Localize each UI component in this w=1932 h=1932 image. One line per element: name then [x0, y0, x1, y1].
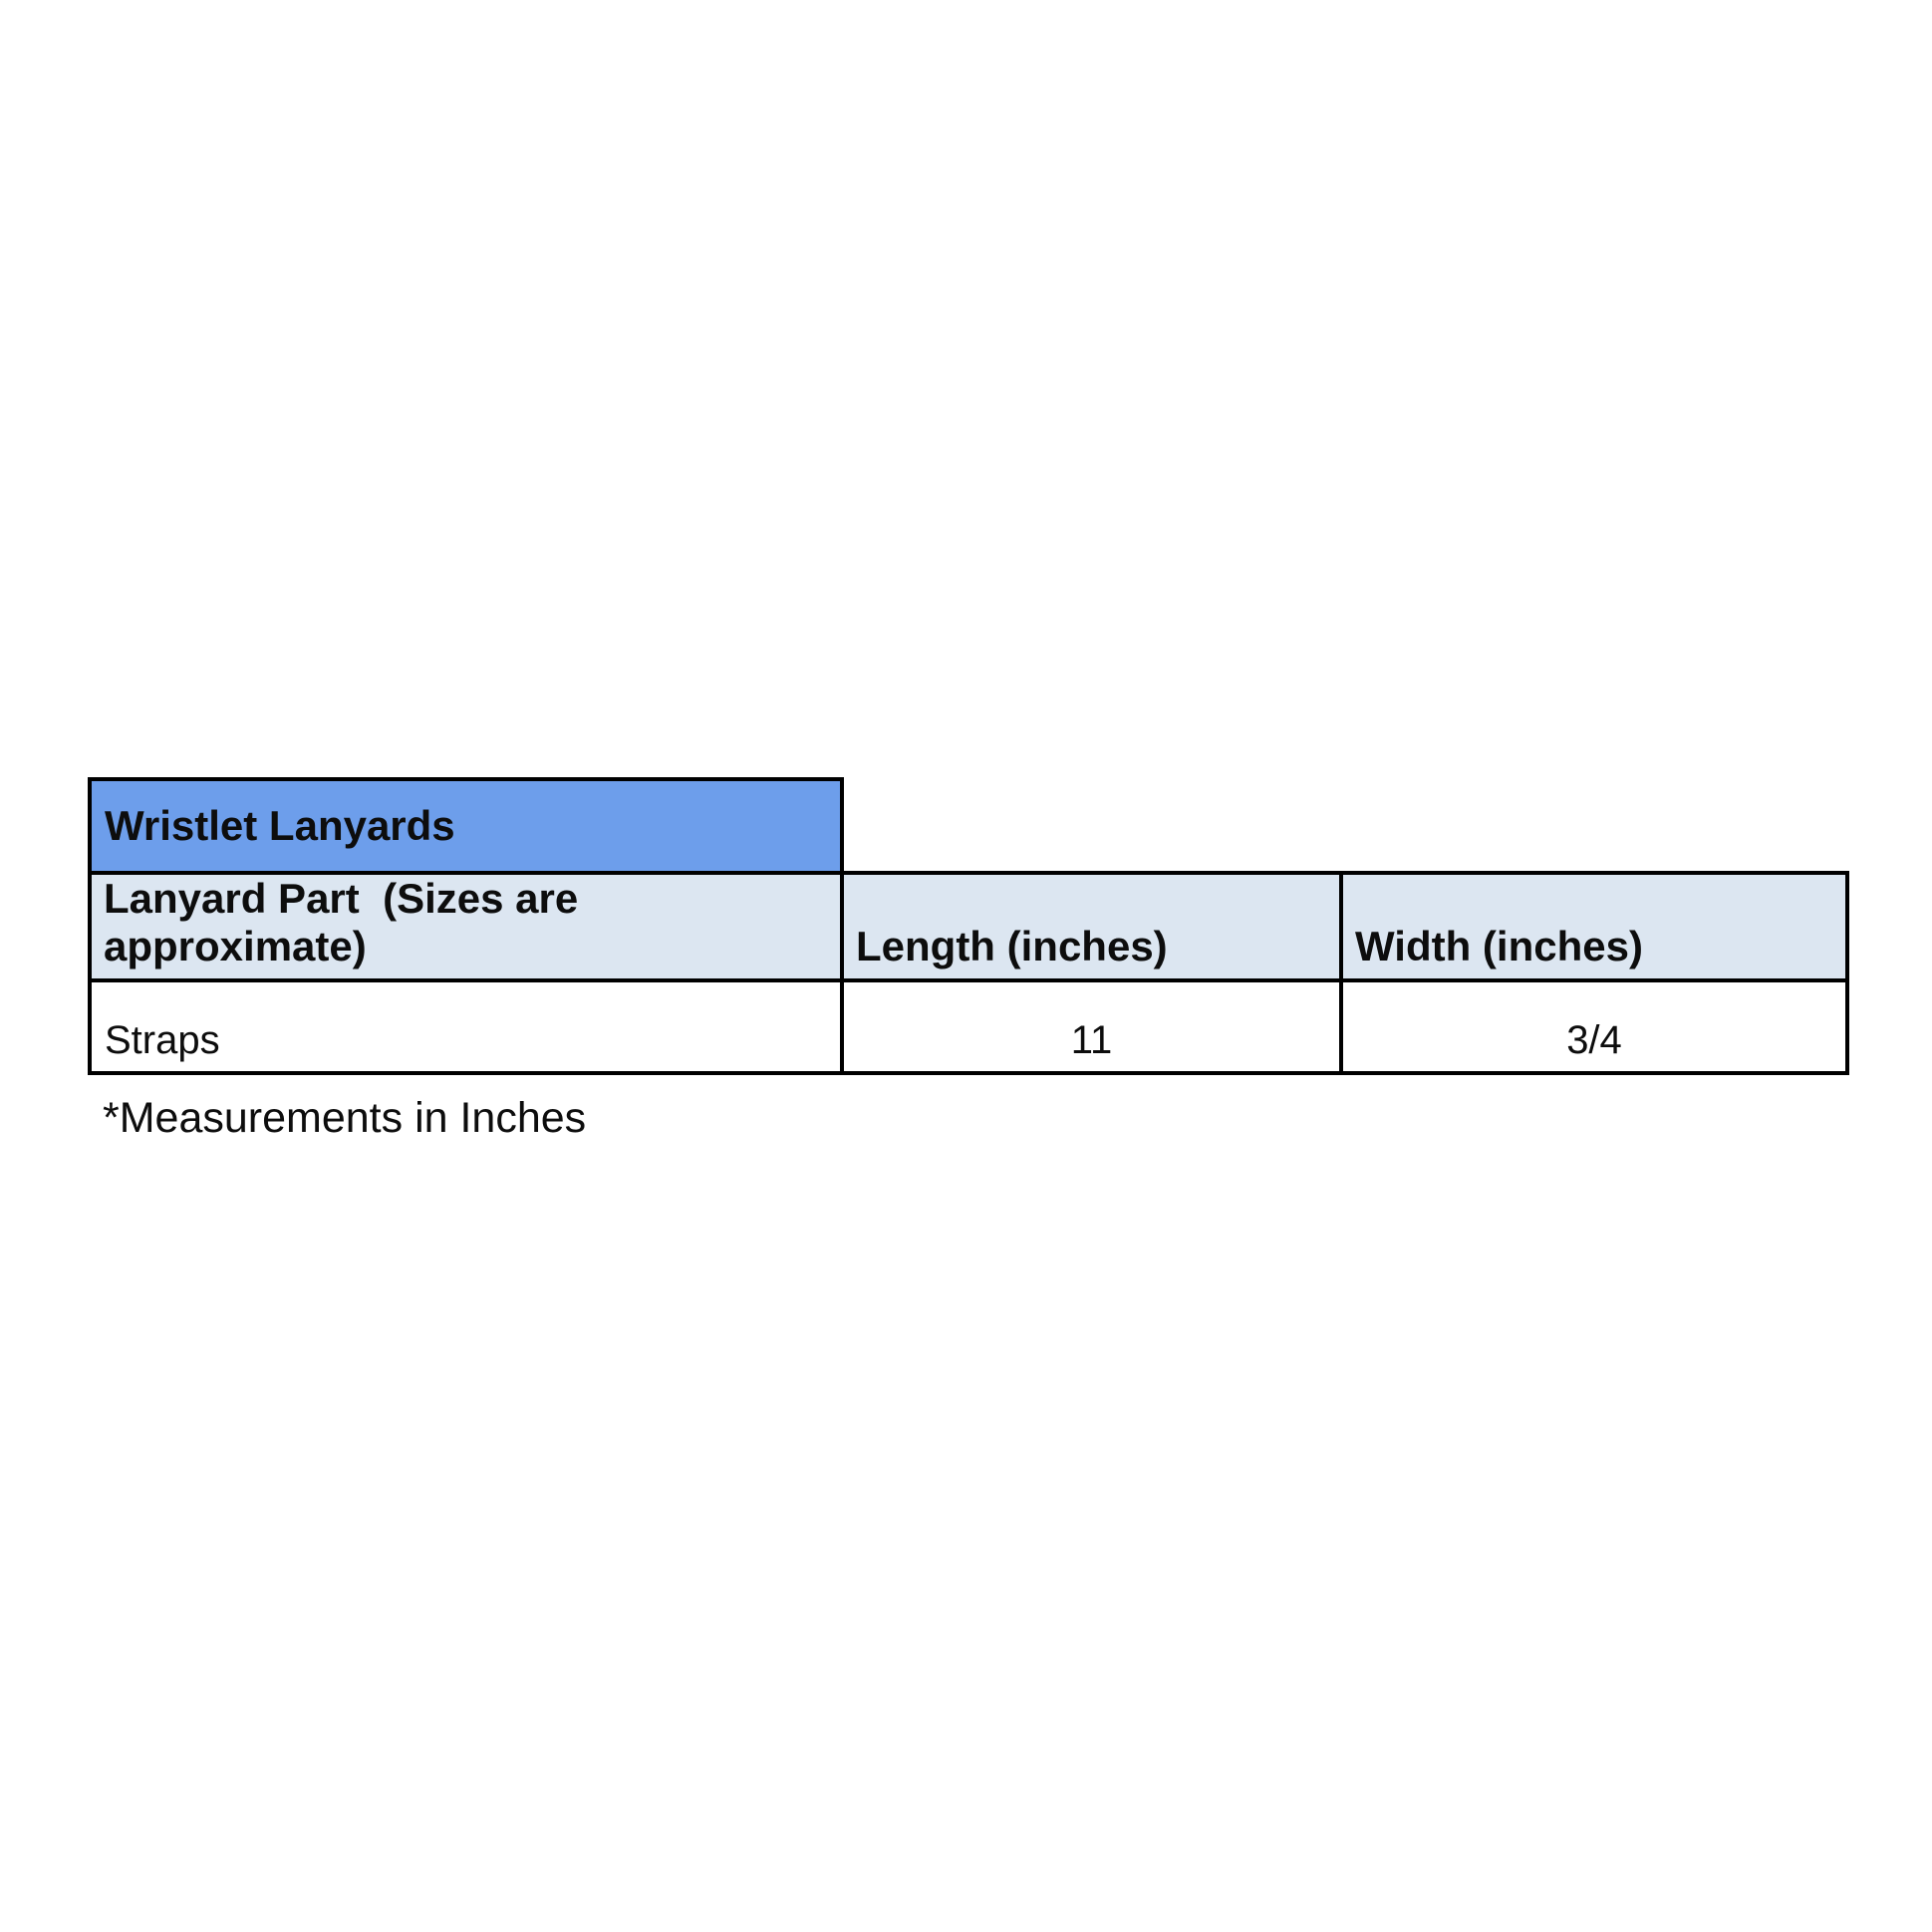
- table-title: Wristlet Lanyards: [105, 802, 455, 849]
- column-header-width: Width (inches): [1341, 873, 1847, 980]
- cell-part: Straps: [90, 980, 842, 1073]
- spec-table: [88, 871, 1849, 1075]
- cell-width: 3/4: [1341, 980, 1847, 1073]
- column-header-length: Length (inches): [842, 873, 1341, 980]
- table-title-cell: [88, 777, 844, 875]
- table-row: [90, 980, 1847, 1073]
- column-header-part: Lanyard Part (Sizes are approximate): [90, 873, 842, 980]
- cell-length: 11: [842, 980, 1341, 1073]
- table-header-row: [90, 873, 1847, 980]
- footnote: *Measurements in Inches: [103, 1094, 587, 1142]
